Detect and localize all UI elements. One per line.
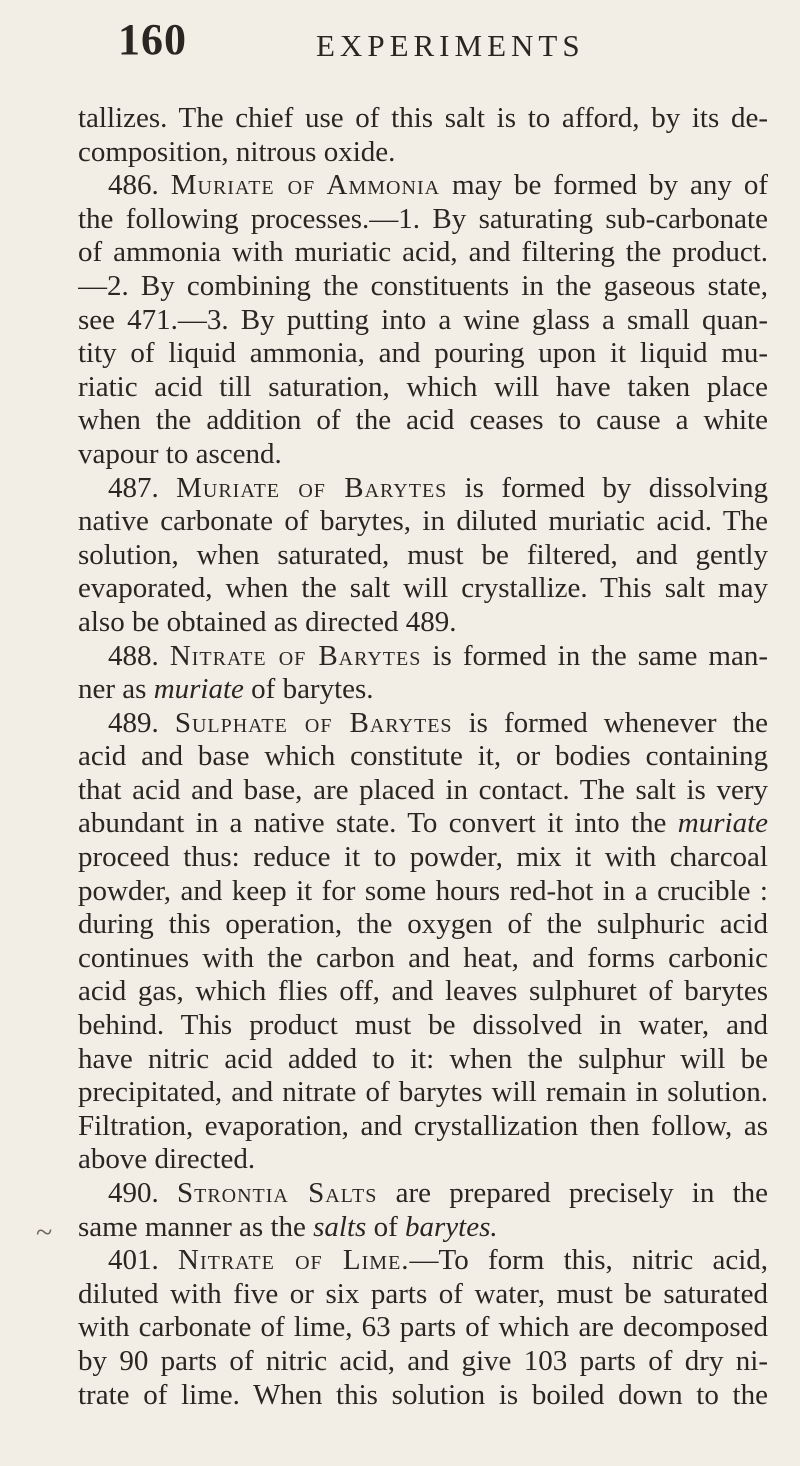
line-text: solution, when saturated, must be filtered, and gently	[78, 538, 768, 571]
text-line	[78, 337, 768, 371]
line-text: during this operation, the oxygen of the sulphuric acid	[78, 908, 768, 941]
line-text: evaporated, when the salt will crystallize. This salt may	[78, 572, 768, 605]
section-number: 487.	[108, 471, 159, 504]
section-heading: Sulphate of Barytes	[174, 706, 453, 739]
text-line	[78, 1345, 768, 1379]
line-text: abundant in a native state. To convert it into the	[78, 807, 678, 840]
text-line	[78, 707, 768, 741]
section-number: 401.	[108, 1244, 159, 1277]
section-number: 488.	[108, 639, 159, 672]
line-text: Filtration, evaporation, and crystallization then follow, as	[78, 1109, 768, 1142]
line-text: is formed whenever the	[452, 706, 768, 739]
text-line	[78, 1311, 768, 1345]
text-line	[78, 404, 768, 438]
line-text: continues with the carbon and heat, and forms carbonic	[78, 941, 768, 974]
line-text: tity of liquid ammonia, and pouring upon it liquid mu-	[78, 337, 768, 370]
line-text: have nitric acid added to it: when the sulphur will be	[78, 1042, 768, 1075]
section-heading: Nitrate of Barytes	[169, 639, 422, 672]
running-head: EXPERIMENTS	[316, 28, 585, 63]
section-number: 486.	[108, 169, 159, 202]
text-line	[78, 572, 768, 606]
italic-text: salts	[313, 1210, 367, 1243]
text-line	[78, 539, 768, 573]
line-text: acid and base which constitute it, or bodies containing	[78, 740, 768, 773]
text-line	[78, 942, 768, 976]
line-text: —2. By combining the constituents in the gaseous state,	[78, 269, 768, 302]
text-line	[78, 740, 768, 774]
line-text: precipitated, and nitrate of barytes will remain in solution.	[78, 1076, 768, 1109]
section-number: 490.	[108, 1177, 159, 1209]
text-line	[78, 1177, 768, 1211]
text-line	[78, 270, 768, 304]
text-line	[78, 1043, 768, 1077]
line-text: same manner as the	[78, 1210, 314, 1243]
line-text: acid gas, which flies off, and leaves sulphuret of barytes	[78, 975, 768, 1008]
text-line	[78, 438, 768, 472]
line-text: of ammonia with muriatic acid, and filtering the product.	[78, 236, 768, 269]
line-text: riatic acid till saturation, which will have taken place	[78, 370, 768, 403]
section-heading: Strontia Salts	[176, 1177, 378, 1209]
text-line	[78, 1009, 768, 1043]
line-text: when the addition of the acid ceases to cause a white	[78, 404, 768, 437]
section-heading: Nitrate of Lime.	[178, 1244, 410, 1277]
section-heading: Muriate of Ammonia	[170, 169, 441, 202]
text-line	[78, 203, 768, 237]
line-text: —To form this, nitric acid,	[409, 1244, 768, 1277]
text-line	[78, 1211, 768, 1245]
text-line	[78, 169, 768, 203]
italic-text: muriate	[677, 807, 768, 840]
line-text: proceed thus: reduce it to powder, mix it with charcoal	[78, 841, 768, 874]
italic-text: muriate	[153, 673, 244, 706]
line-text: behind. This product must be dissolved in water, and	[78, 1009, 768, 1042]
line-text: native carbonate of barytes, in diluted muriatic acid. The	[78, 505, 768, 538]
text-line	[78, 640, 768, 674]
text-line	[78, 673, 768, 707]
margin-mark: ~	[36, 1216, 53, 1249]
text-line	[78, 505, 768, 539]
body-text	[78, 102, 768, 1412]
text-line	[78, 807, 768, 841]
text-line	[78, 908, 768, 942]
text-line	[78, 841, 768, 875]
italic-text: barytes.	[405, 1210, 498, 1243]
line-text: of	[366, 1210, 405, 1243]
text-line	[78, 875, 768, 909]
line-text: is formed in the same man-	[421, 639, 768, 672]
text-line	[78, 975, 768, 1009]
line-text: are prepared precisely in the	[377, 1177, 768, 1209]
text-line	[78, 1379, 768, 1413]
text-line	[78, 304, 768, 338]
section-number: 489.	[108, 706, 159, 739]
text-line	[78, 606, 768, 640]
text-line	[78, 102, 768, 136]
text-line	[78, 1110, 768, 1144]
line-text: ner as	[78, 673, 154, 706]
line-text: that acid and base, are placed in contact. The salt is very	[78, 773, 768, 806]
line-text: trate of lime. When this solution is boiled down to the	[78, 1378, 768, 1411]
page-header	[0, 14, 800, 74]
page-number: 160	[118, 15, 187, 64]
line-text: vapour to ascend.	[78, 437, 282, 470]
line-text: powder, and keep it for some hours red-hot in a crucible :	[78, 874, 768, 907]
text-line	[78, 236, 768, 270]
text-line	[78, 1278, 768, 1312]
line-text: also be obtained as directed 489.	[78, 605, 457, 638]
text-line	[78, 136, 768, 170]
line-text: diluted with five or six parts of water, must be saturated	[78, 1277, 768, 1310]
line-text: by 90 parts of nitric acid, and give 103 parts of dry ni-	[78, 1344, 768, 1377]
line-text: above directed.	[78, 1143, 256, 1176]
text-line	[78, 1244, 768, 1278]
text-line	[78, 774, 768, 808]
line-text: may be formed by any of	[440, 169, 768, 202]
text-line	[78, 1143, 768, 1177]
text-line	[78, 472, 768, 506]
line-text: composition, nitrous oxide.	[78, 135, 396, 168]
line-text: the following processes.—1. By saturating sub-carbonate	[78, 202, 768, 235]
line-text: of barytes.	[243, 673, 374, 706]
line-text: see 471.—3. By putting into a wine glass a small quan-	[78, 303, 768, 336]
text-line	[78, 1076, 768, 1110]
line-text: with carbonate of lime, 63 parts of which are decomposed	[78, 1311, 768, 1344]
text-line	[78, 371, 768, 405]
line-text: is formed by dissolving	[447, 471, 768, 504]
section-heading: Muriate of Barytes	[176, 471, 448, 504]
line-text: tallizes. The chief use of this salt is to afford, by its de-	[78, 102, 768, 134]
